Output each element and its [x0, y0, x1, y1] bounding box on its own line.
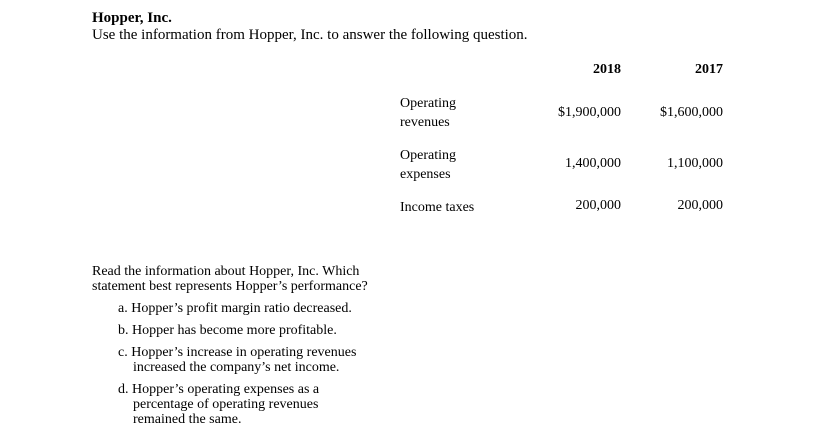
option-b[interactable]: b. Hopper has become more profitable. — [118, 323, 337, 338]
question-text: Read the information about Hopper, Inc. Which statement best represents Hopper’s performance? — [92, 264, 368, 294]
cell-taxes-2018: 200,000 — [575, 198, 621, 213]
row-label-operating-revenues: Operating revenues — [400, 96, 456, 130]
company-title: Hopper, Inc. — [92, 10, 172, 26]
column-header-2018: 2018 — [593, 62, 621, 77]
cell-taxes-2017: 200,000 — [677, 198, 723, 213]
option-c[interactable]: c. Hopper’s increase in operating revenues increased the company’s net income. — [118, 345, 357, 375]
answer-options — [118, 301, 356, 434]
option-d[interactable]: d. Hopper’s operating expenses as a percentage of operating revenues remained the same. — [118, 382, 320, 427]
column-header-2017: 2017 — [695, 62, 723, 77]
option-a[interactable]: a. Hopper’s profit margin ratio decreased. — [118, 301, 352, 316]
cell-revenues-2017: $1,600,000 — [660, 105, 723, 120]
cell-expenses-2018: 1,400,000 — [565, 156, 621, 171]
row-label-income-taxes: Income taxes — [400, 200, 475, 215]
row-label-operating-expenses: Operating expenses — [400, 148, 456, 182]
instructions: Use the information from Hopper, Inc. to answer the following question. — [92, 27, 528, 43]
cell-expenses-2017: 1,100,000 — [667, 156, 723, 171]
cell-revenues-2018: $1,900,000 — [558, 105, 621, 120]
